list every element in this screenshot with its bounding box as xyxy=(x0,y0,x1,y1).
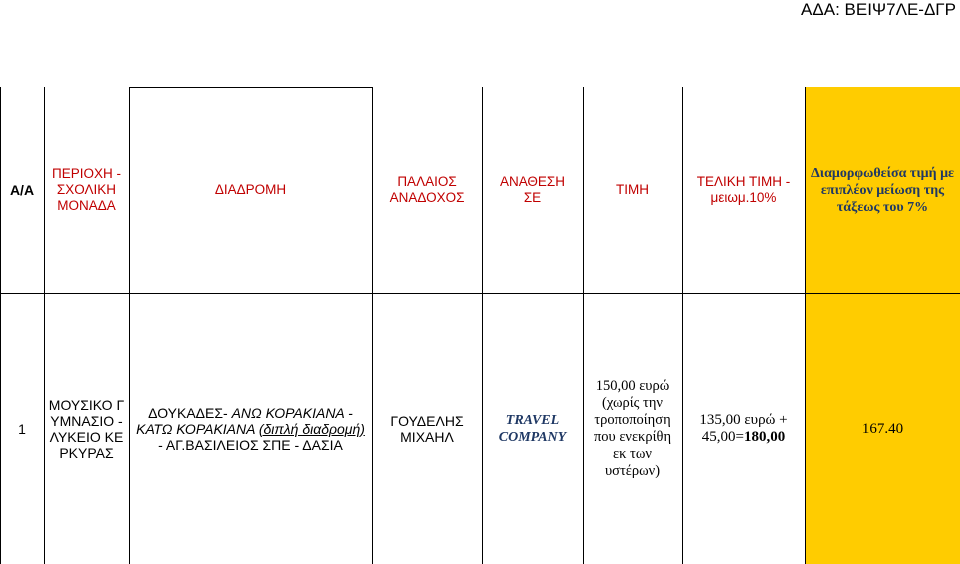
header-route: ΔΙΑΔΡΟΜΗ xyxy=(214,182,287,197)
row-aa: 1 xyxy=(18,420,26,437)
ada-code: ΑΔΑ: ΒΕΙΨ7ΛΕ-ΔΓΡ xyxy=(801,0,956,19)
row-route-text xyxy=(135,405,366,453)
header-final-price: ΤΕΛΙΚΗ ΤΙΜΗ - μειωμ.10% xyxy=(696,174,791,205)
header-area: ΠΕΡΙΟΧΗ - ΣΧΟΛΙΚΗ ΜΟΝΑΔΑ xyxy=(51,166,121,213)
route-part-4: - ΑΓ.ΒΑΣΙΛΕΙΟΣ ΣΠΕ - ΔΑΣΙΑ xyxy=(158,436,343,453)
route-part-2: ΑΝΩ ΚΟΡΑΚΙΑΝΑ - ΚΑΤΩ ΚΟΡΑΚΙΑΝΑ xyxy=(136,404,353,437)
header-old-carrier: ΠΑΛΑΙΟΣ ΑΝΑΔΟΧΟΣ xyxy=(389,174,465,205)
header-assigned-to: ΑΝΑΘΕΣΗ ΣΕ xyxy=(499,174,566,205)
route-part-3: (διπλή διαδρομή) xyxy=(258,420,365,437)
final-price-part-a: 135,00 ευρώ + 45,00= xyxy=(699,411,788,445)
row-assigned-to: TRAVEL COMPANY xyxy=(498,412,567,445)
row-adjusted-price: 167.40 xyxy=(861,420,904,437)
row-route xyxy=(129,293,372,564)
row-area: ΜΟΥΣΙΚΟ ΓΥΜΝΑΣΙΟ - ΛΥΚΕΙΟ ΚΕΡΚΥΡΑΣ xyxy=(48,396,125,461)
header-aa: Α/Α xyxy=(9,182,35,198)
row-old-carrier: ΓΟΥΔΕΛΗΣ ΜΙΧΑΗΛ xyxy=(390,412,464,445)
header-price: ΤΙΜΗ xyxy=(616,182,649,197)
route-part-1: ΔΟΥΚΑΔΕΣ- xyxy=(148,404,232,421)
row-final-price xyxy=(682,293,805,564)
row-price: 150,00 ευρώ (χωρίς την τροποποίηση που ενεκρίθη εκ των υστέρων) xyxy=(593,377,672,479)
final-price-part-b: 180,00 xyxy=(743,428,786,445)
header-adjusted-price: Διαμορφωθείσα τιμή με επιπλέον μείωση της τάξεως του 7% xyxy=(811,165,954,215)
row-final-price-text xyxy=(690,412,797,446)
